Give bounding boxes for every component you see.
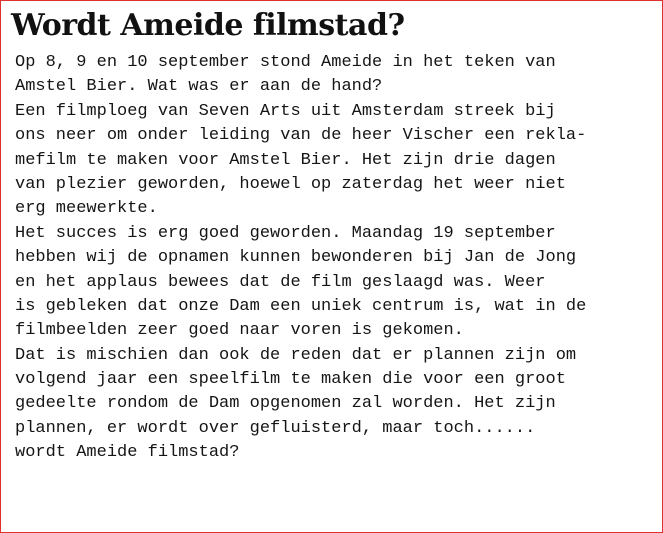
article-line: mefilm te maken voor Amstel Bier. Het zijn drie dagen xyxy=(15,150,556,170)
article-line: hebben wij de opnamen kunnen bewonderen bij Jan de Jong xyxy=(15,248,577,268)
article-line: wordt Ameide filmstad? xyxy=(15,443,240,463)
article-line: filmbeelden zeer goed naar voren is gekomen. xyxy=(15,321,464,341)
article-line: is gebleken dat onze Dam een uniek centrum is, wat in de xyxy=(15,296,587,316)
article-line: ons neer om onder leiding van de heer Vischer een rekla- xyxy=(15,126,587,146)
article-line: plannen, er wordt over gefluisterd, maar toch...... xyxy=(15,418,536,438)
article-line: Op 8, 9 en 10 september stond Ameide in het teken van xyxy=(15,53,556,72)
article-line: van plezier geworden, hoewel op zaterdag het weer niet xyxy=(15,174,566,194)
article-line: Het succes is erg goed geworden. Maandag 19 september xyxy=(15,223,556,243)
article-line: en het applaus bewees dat de film geslaagd was. Weer xyxy=(15,272,546,292)
article-body xyxy=(15,51,586,466)
article-line: erg meewerkte. xyxy=(15,199,158,219)
article-line: Een filmploeg van Seven Arts uit Amsterdam streek bij xyxy=(15,101,556,121)
article-line: gedeelte rondom de Dam opgenomen zal worden. Het zijn xyxy=(15,394,556,414)
article-line: Amstel Bier. Wat was er aan de hand? xyxy=(15,77,383,97)
article-line: volgend jaar een speelfilm te maken die voor een groot xyxy=(15,370,566,390)
article-title: Wordt Ameide filmstad? xyxy=(11,8,405,43)
article-line: Dat is mischien dan ook de reden dat er plannen zijn om xyxy=(15,345,577,365)
